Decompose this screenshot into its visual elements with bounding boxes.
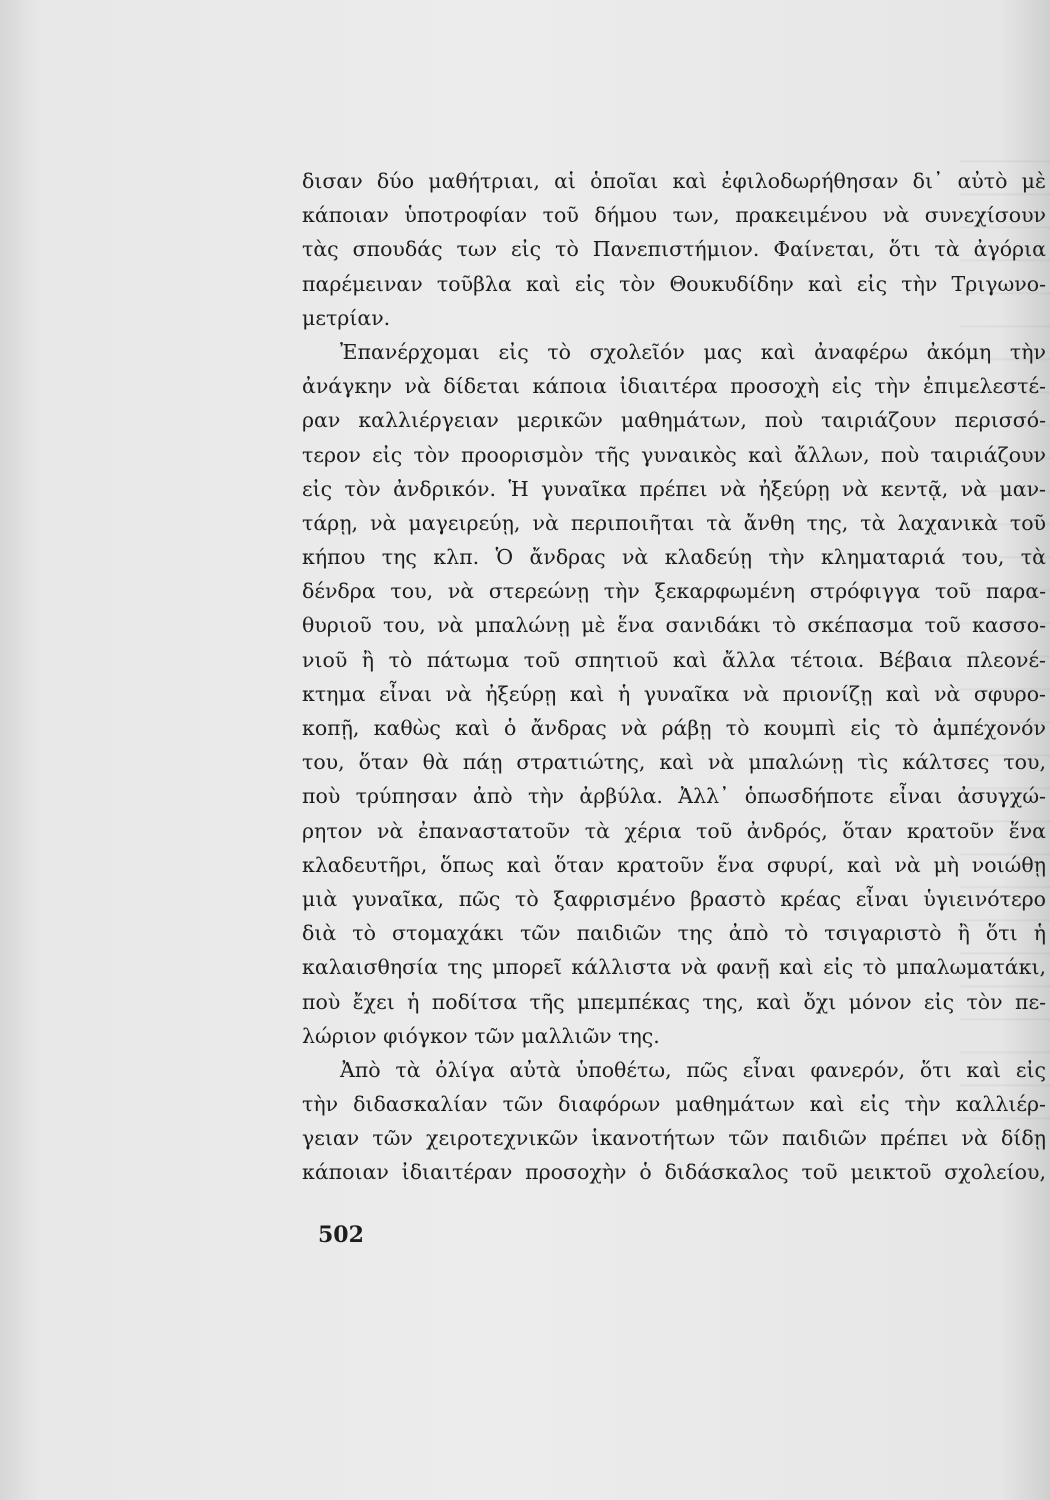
text-line: κοπῇ, καθὼς καὶ ὁ ἄνδρας νὰ ράβῃ τὸ κουμπὶ εἰς τὸ ἀμπέχονόν <box>302 716 1046 740</box>
text-line: τὰς σπουδάς των εἰς τὸ Πανεπιστήμιον. Φαίνεται, ὅτι τὰ ἀγόρια <box>302 237 1046 262</box>
text-line: ρητον νὰ ἐπαναστατοῦν τὰ χέρια τοῦ ἀνδρός, ὅταν κρατοῦν ἕνα <box>302 818 1046 843</box>
text-line: ἀνάγκην νὰ δίδεται κάποια ἰδιαιτέρα προσοχὴ εἰς τὴν ἐπιμελεστέ- <box>302 374 1046 399</box>
text-line: μιὰ γυναῖκα, πῶς τὸ ξαφρισμένο βραστὸ κρέας εἶναι ὑγιεινότερο <box>302 886 1046 911</box>
text-line: θυριοῦ του, νὰ μπαλώνῃ μὲ ἕνα σανιδάκι τὸ σκέπασμα τοῦ κασσο- <box>302 613 1046 638</box>
text-line: κάποιαν ἰδιαιτέραν προσοχὴν ὁ διδάσκαλος τοῦ μεικτοῦ σχολείου, <box>302 1160 1046 1185</box>
text-line: δένδρα του, νὰ στερεώνῃ τὴν ξεκαρφωμένη στρόφιγγα τοῦ παρα- <box>302 579 1046 604</box>
text-line: κήπου της κλπ. Ὁ ἄνδρας νὰ κλαδεύῃ τὴν κληματαριά του, τὰ <box>302 545 1046 570</box>
text-line: τὴν διδασκαλίαν τῶν διαφόρων μαθημάτων καὶ εἰς τὴν καλλιέρ- <box>302 1092 1046 1117</box>
text-line: του, ὅταν θὰ πάῃ στρατιώτης, καὶ νὰ μπαλώνῃ τὶς κάλτσες του, <box>302 750 1046 775</box>
text-line: καλαισθησία της μπορεῖ κάλλιστα νὰ φανῇ καὶ εἰς τὸ μπαλωματάκι, <box>302 955 1046 980</box>
text-line: παρέμειναν τοῦβλα καὶ εἰς τὸν Θουκυδίδην καὶ εἰς τὴν Τριγωνο- <box>302 271 1046 296</box>
text-line: κάποιαν ὑποτροφίαν τοῦ δήμου των, πρακειμένου νὰ συνεχίσουν <box>302 203 1046 228</box>
text-line: νιοῦ ἢ τὸ πάτωμα τοῦ σπητιοῦ καὶ ἄλλα τέτοια. Βέβαια πλεονέ- <box>302 647 1046 672</box>
text-line: λώριον φιόγκον τῶν μαλλιῶν της. <box>302 1023 660 1048</box>
page-number: 502 <box>318 1222 364 1248</box>
text-line: διὰ τὸ στομαχάκι τῶν παιδιῶν της ἀπὸ τὸ τσιγαριστὸ ἢ ὅτι ἡ <box>302 921 1046 946</box>
text-line: μετρίαν. <box>302 305 391 330</box>
text-line: κλαδευτῆρι, ὅπως καὶ ὅταν κρατοῦν ἕνα σφυρί, καὶ νὰ μὴ νοιώθῃ <box>302 852 1046 877</box>
text-line: ραν καλλιέργειαν μερικῶν μαθημάτων, ποὺ ταιριάζουν περισσό- <box>302 408 1046 433</box>
body-text <box>302 164 1046 1190</box>
text-line: τάρῃ, νὰ μαγειρεύῃ, νὰ περιποιῆται τὰ ἄνθη της, τὰ λαχανικὰ τοῦ <box>302 510 1046 535</box>
text-line: ποὺ τρύπησαν ἀπὸ τὴν ἀρβύλα. Ἀλλ᾽ ὁπωσδήποτε εἶναι ἀσυγχώ- <box>302 784 1046 809</box>
paragraph-start-line: Ἀπὸ τὰ ὀλίγα αὐτὰ ὑποθέτω, πῶς εἶναι φανερόν, ὅτι καὶ εἰς <box>340 1057 1046 1082</box>
text-line: κτημα εἶναι νὰ ἠξεύρῃ καὶ ἡ γυναῖκα νὰ πριονίζῃ καὶ νὰ σφυρο- <box>302 681 1046 706</box>
text-line: γειαν τῶν χειροτεχνικῶν ἱκανοτήτων τῶν παιδιῶν πρέπει νὰ δίδῃ <box>302 1126 1046 1151</box>
text-line: ποὺ ἔχει ἡ ποδίτσα τῆς μπεμπέκας της, καὶ ὄχι μόνον εἰς τὸν πε- <box>302 989 1046 1014</box>
text-line: εἰς τὸν ἀνδρικόν. Ἡ γυναῖκα πρέπει νὰ ἠξεύρῃ νὰ κεντᾷ, νὰ μαν- <box>302 476 1046 501</box>
paragraph-start-line: Ἐπανέρχομαι εἰς τὸ σχολεῖόν μας καὶ ἀναφέρω ἀκόμη τὴν <box>340 339 1046 364</box>
text-line: δισαν δύο μαθήτριαι, αἱ ὁποῖαι καὶ ἐφιλοδωρήθησαν δι᾽ αὐτὸ μὲ <box>302 169 1046 193</box>
text-line: τερον εἰς τὸν προορισμὸν τῆς γυναικὸς καὶ ἄλλων, ποὺ ταιριάζουν <box>302 442 1046 467</box>
